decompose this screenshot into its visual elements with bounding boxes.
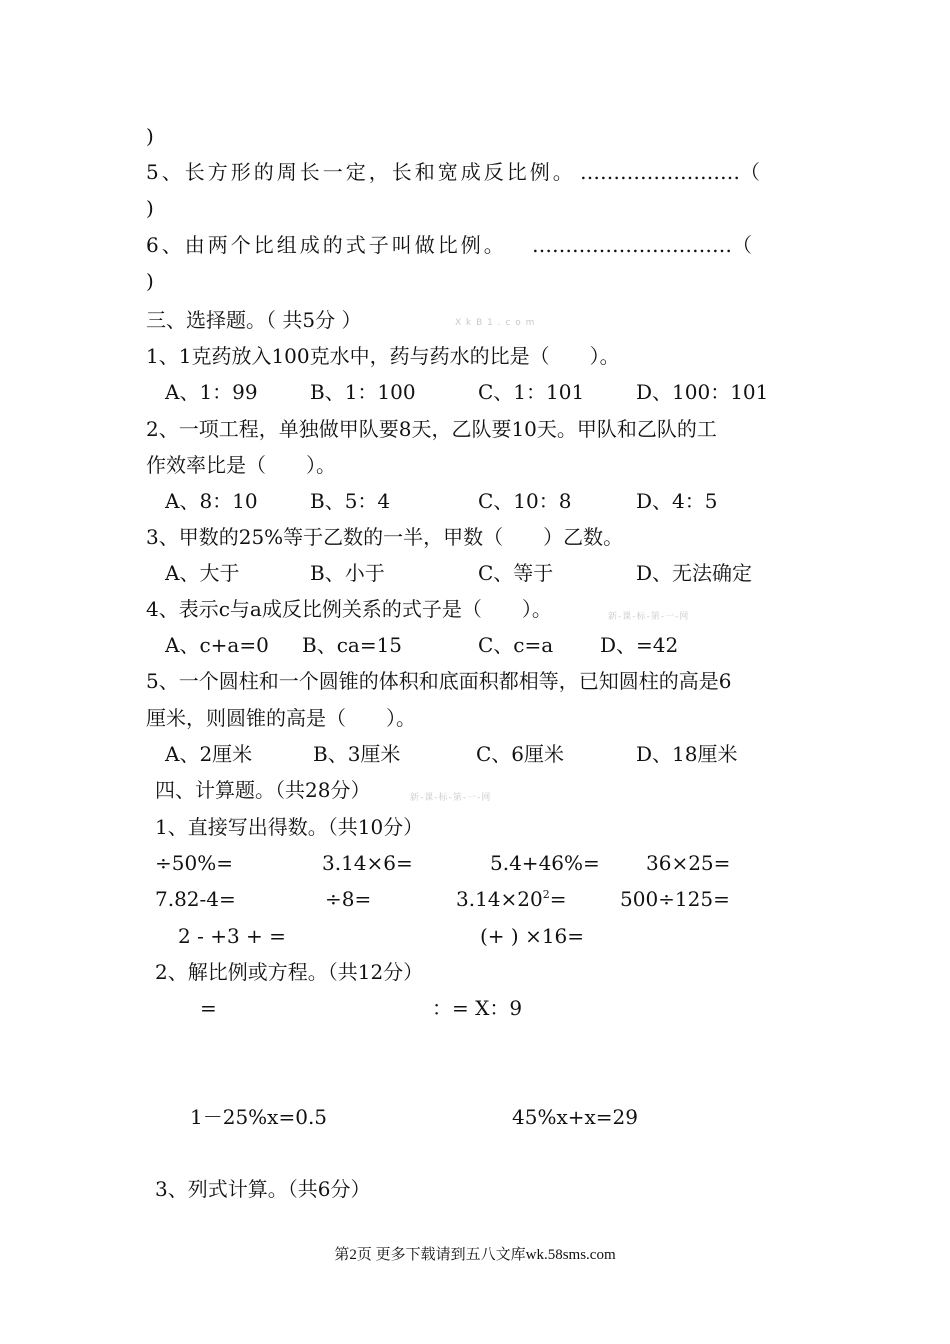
watermark: X k B 1 . c o m — [455, 318, 536, 328]
proportion-1: = — [200, 996, 217, 1020]
question-5: 5、一个圆柱和一个圆锥的体积和底面积都相等，已知圆柱的高是6 — [146, 669, 732, 693]
question-5-cont: 厘米，则圆锥的高是（ ）。 — [146, 706, 416, 730]
option-c: C、6厘米 — [476, 742, 565, 766]
statement-6: 6、由两个比组成的式子叫做比例。 — [146, 233, 507, 257]
option-b: B、3厘米 — [313, 742, 401, 766]
statement-5-dots: ……………………（ — [580, 160, 760, 184]
expression: 5.4+46%= — [490, 851, 600, 875]
section-4-title: 四、计算题。（共28分） — [155, 778, 371, 802]
option-c: C、等于 — [478, 561, 554, 585]
question-4: 4、表示c与a成反比例关系的式子是（ ）。 — [146, 597, 552, 621]
proportion-2: ：= X：9 — [432, 996, 523, 1020]
option-d: D、100：101 — [636, 380, 769, 404]
option-b: B、ca=15 — [302, 633, 403, 657]
option-b: B、1：100 — [310, 380, 416, 404]
option-a: A、1：99 — [165, 380, 258, 404]
expression: (+ ) ×16= — [480, 924, 585, 948]
question-1: 1、1克药放入100克水中，药与药水的比是（ ）。 — [146, 344, 620, 368]
option-a: A、大于 — [165, 561, 240, 585]
question-2-cont: 作效率比是（ ）。 — [146, 453, 336, 477]
expression: 36×25= — [646, 851, 731, 875]
expression: ÷8= — [325, 887, 372, 911]
option-a: A、8：10 — [165, 489, 258, 513]
watermark: 新-课-标-第-一-网 — [608, 612, 690, 622]
option-d: D、18厘米 — [636, 742, 738, 766]
expression: 500÷125= — [620, 887, 730, 911]
paren-close: ) — [146, 269, 154, 293]
option-c: C、1：101 — [478, 380, 585, 404]
expression-base: 3.14×20 — [456, 887, 543, 911]
exponent: 2 — [542, 888, 550, 901]
statement-5: 5、长方形的周长一定，长和宽成反比例。 — [146, 160, 576, 184]
question-3: 3、甲数的25%等于乙数的一半，甲数（ ）乙数。 — [146, 525, 624, 549]
equation-1: 1－25%x=0.5 — [190, 1105, 328, 1129]
option-d: D、=42 — [600, 633, 679, 657]
expression: 3.14×6= — [322, 851, 413, 875]
expression: ÷50%= — [155, 851, 233, 875]
expression — [456, 887, 567, 911]
page-footer: 第2页 更多下载请到五八文库wk.58sms.com — [334, 1247, 616, 1263]
paren-close: ) — [146, 124, 154, 148]
option-d: D、无法确定 — [636, 561, 753, 585]
expression-equals: = — [549, 887, 567, 911]
question-2: 2、一项工程，单独做甲队要8天，乙队要10天。甲队和乙队的工 — [146, 417, 717, 441]
option-d: D、4：5 — [636, 489, 718, 513]
calc-part-2-title: 2、解比例或方程。（共12分） — [155, 960, 424, 984]
option-c: C、10：8 — [478, 489, 572, 513]
watermark: 新-课-标-第-一-网 — [410, 793, 492, 803]
expression: 2 - +3 + = — [178, 924, 286, 948]
section-3-title: 三、选择题。（ 共5分 ） — [146, 308, 362, 332]
option-b: B、小于 — [310, 561, 385, 585]
option-a: A、2厘米 — [165, 742, 253, 766]
paren-close: ) — [146, 196, 154, 220]
equation-2: 45%x+x=29 — [512, 1105, 638, 1129]
expression: 7.82-4= — [155, 887, 236, 911]
calc-part-3-title: 3、列式计算。（共6分） — [155, 1177, 371, 1201]
calc-part-1-title: 1、直接写出得数。（共10分） — [155, 815, 424, 839]
option-a: A、c+a=0 — [165, 633, 269, 657]
statement-6-dots: …………………………（ — [532, 233, 752, 257]
option-c: C、c=a — [478, 633, 554, 657]
option-b: B、5：4 — [310, 489, 391, 513]
